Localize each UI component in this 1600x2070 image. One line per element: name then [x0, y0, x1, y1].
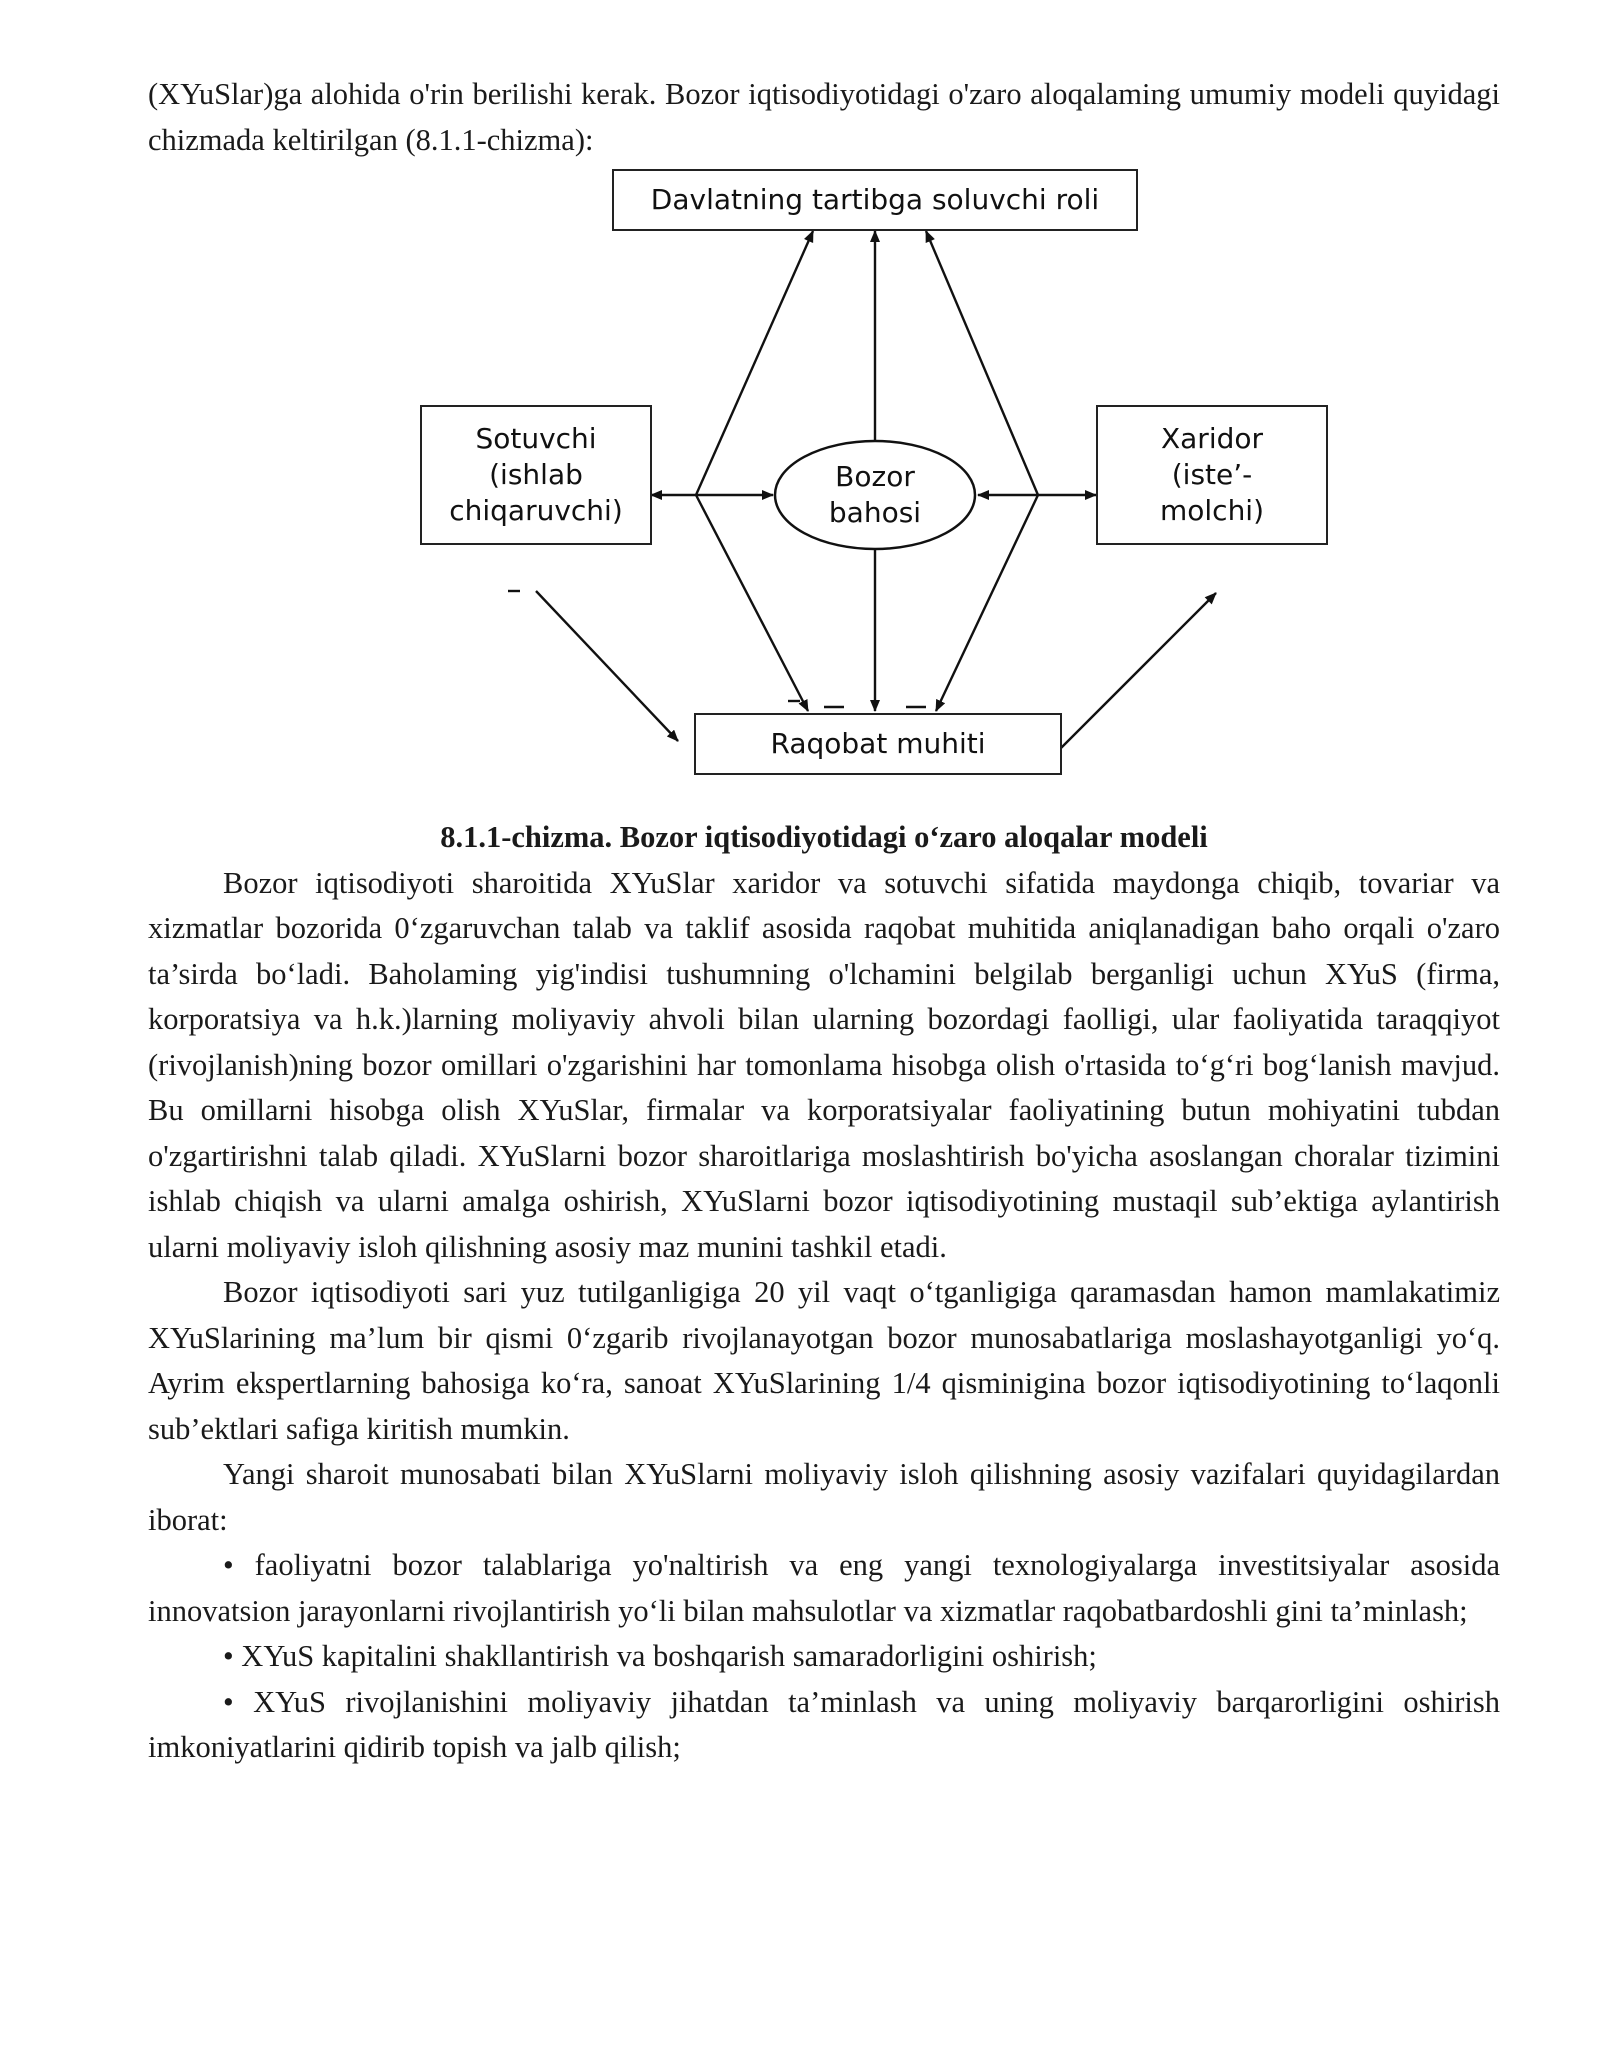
price-ellipse-label	[785, 459, 965, 531]
seller-label-line3: chiqaruvchi)	[449, 494, 623, 527]
body-paragraph-1: Bozor iqtisodiyoti sharoitida XYuSlar xaridor va sotuvchi sifatida maydonga chiqib, tovariar va xizmatlar bozorida 0‘zgaruvchan talab va taklif asosida raqobat muhitida aniqlanadigan baho orqali o'zaro ta’sirda bo‘ladi. Baholaming yig'indisi tushumning o'lchamini belgilab berganligi uchun XYuS (firma, korporatsiya va h.k.)larning moliyaviy ahvoli bilan ularning bozordagi faolligi, ular faoliyatida taraqqiyot (rivojlanish)ning bozor omillari o'zgarishini har tomonlama hisobga olish o'rtasida to‘g‘ri bog‘lanish mavjud. Bu omillarni hisobga olish XYuSlar, firmalar va korporatsiyalar faoliyatining butun mohiyatini tubdan o'zgartirishni talab qiladi. XYuSlarni bozor sharoitlariga moslashtirish bo'yicha asoslangan choralar tizimini ishlab chiqish va ularni amalga oshirish, XYuSlarni bozor iqtisodiyotining mustaqil sub’ektiga aylantirish ularni moliyaviy isloh qilishning asosiy maz munini tashkil etadi.	[148, 865, 1500, 1264]
bullet-item-1: • faoliyatni bozor talablariga yo'naltirish va eng yangi texnologiyalarga investitsiyalar asosida innovatsion jarayonlarni rivojlantirish yo‘li bilan mahsulotlar va xizmatlar raqobatbardoshli gini ta’minlash;	[148, 1548, 1500, 1628]
state-role-box	[612, 169, 1138, 231]
document-page	[148, 72, 1500, 1771]
arrow-competition-to-buyer	[1058, 593, 1216, 751]
intro-paragraph: (XYuSlar)ga alohida o'rin berilishi kerak. Bozor iqtisodiyotidagi o'zaro aloqalaming umumiy modeli quyidagi chizmada keltirilgan (8.1.1-chizma):	[148, 77, 1500, 157]
buyer-label-line3: molchi)	[1159, 494, 1265, 527]
state-role-label: Davlatning tartibga soluvchi roli	[650, 183, 1100, 216]
price-label-line2: bahosi	[828, 496, 922, 529]
seller-label-line2: (ishlab	[489, 458, 583, 491]
body-paragraph-3: Yangi sharoit munosabati bilan XYuSlarni moliyaviy isloh qilishning asosiy vazifalari quyidagilardan iborat:	[148, 1457, 1500, 1537]
buyer-label-line2: (iste’-	[1171, 458, 1253, 491]
competition-label: Raqobat muhiti	[770, 727, 986, 760]
arrow-seller-to-competition	[536, 591, 678, 741]
bullet-item-2: • XYuS kapitalini shakllantirish va boshqarish samaradorligini oshirish;	[223, 1639, 1097, 1673]
diagram-caption: 8.1.1-chizma. Bozor iqtisodiyotidagi o‘zaro aloqalar modeli	[440, 820, 1208, 854]
market-interaction-diagram	[148, 169, 1500, 811]
arrow-left-hub-to-state	[696, 231, 813, 495]
seller-label-line1: Sotuvchi	[475, 422, 597, 455]
bullet-item-3: • XYuS rivojlanishini moliyaviy jihatdan ta’minlash va uning moliyaviy barqarorligini oshirish imkoniyatlarini qidirib topish va jalb qilish;	[148, 1684, 1500, 1764]
competition-box	[694, 713, 1062, 775]
buyer-label-line1: Xaridor	[1160, 422, 1264, 455]
buyer-box	[1096, 405, 1328, 545]
price-label-line1: Bozor	[835, 460, 915, 493]
body-paragraph-2: Bozor iqtisodiyoti sari yuz tutilganligiga 20 yil vaqt o‘tganligiga qaramasdan hamon mamlakatimiz XYuSlarining ma’lum bir qismi 0‘zgarib rivojlanayotgan bozor munosabatlariga moslashayotganligi yo‘q. Ayrim ekspertlarning bahosiga ko‘ra, sanoat XYuSlarining 1/4 qisminigina bozor iqtisodiyotining to‘laqonli sub’ektlari safiga kiritish mumkin.	[148, 1275, 1500, 1446]
seller-box	[420, 405, 652, 545]
